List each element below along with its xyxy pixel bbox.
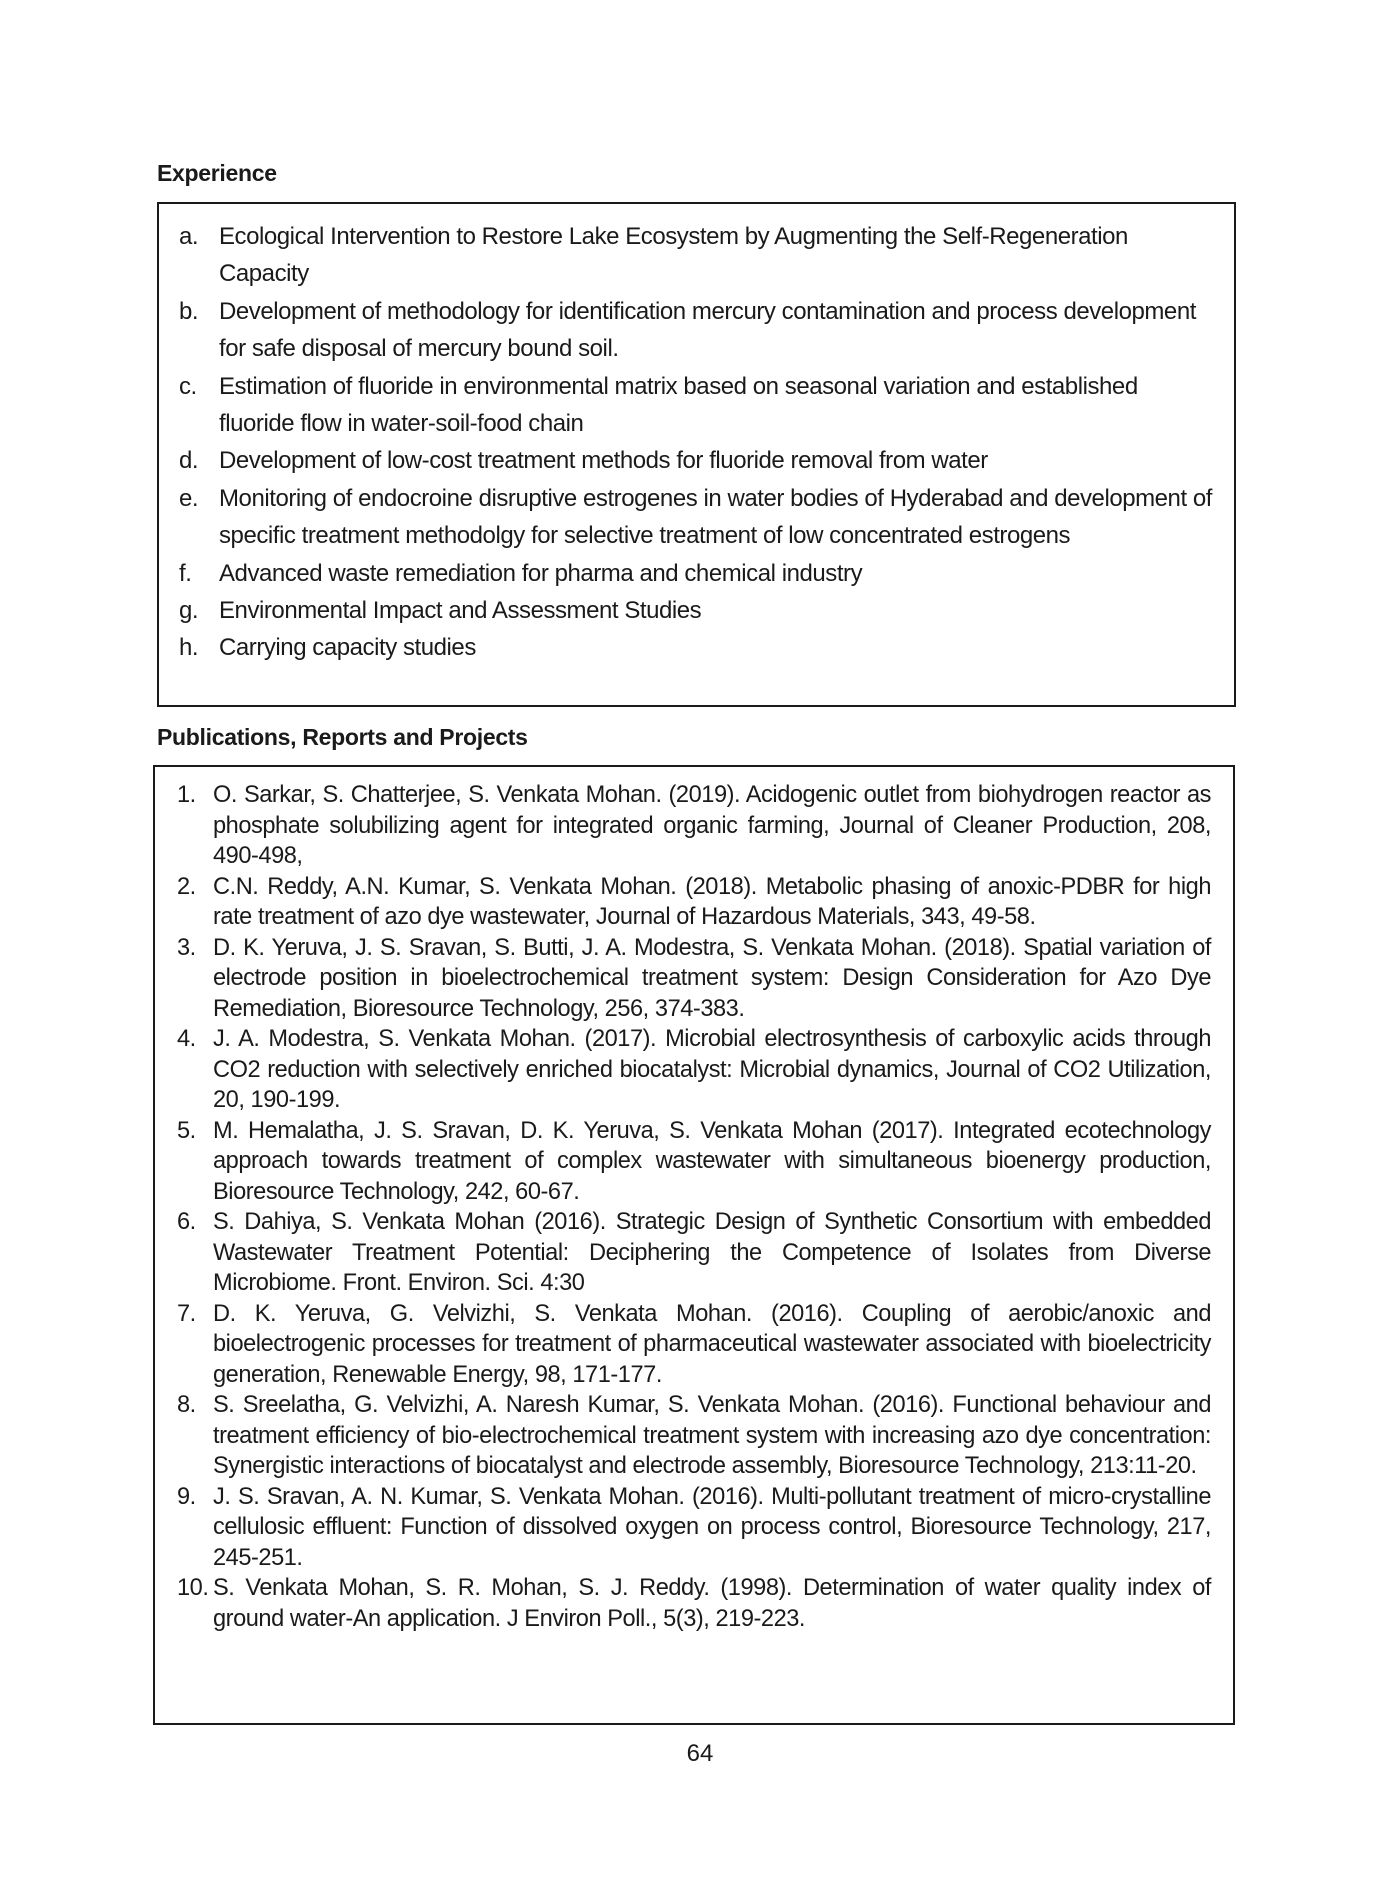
page-number: 64 bbox=[686, 1740, 714, 1767]
publication-item bbox=[177, 1573, 1211, 1634]
list-marker: h. bbox=[179, 634, 199, 662]
publication-citation: S. Sreelatha, G. Velvizhi, A. Naresh Kumar, S. Venkata Mohan. (2016). Functional behaviour and treatment efficiency of bio-electrochemical treatment system with increasing azo dye concentration: Synergistic interactions of biocatalyst and electrode assembly, Bioresource Technology, 213:11-20. bbox=[213, 1392, 1211, 1479]
experience-item-text: Development of low-cost treatment methods for fluoride removal from water bbox=[219, 447, 988, 475]
publication-item bbox=[177, 1482, 1211, 1574]
experience-item bbox=[179, 293, 1214, 368]
publication-citation: O. Sarkar, S. Chatterjee, S. Venkata Mohan. (2019). Acidogenic outlet from biohydrogen reactor as phosphate solubilizing agent for integrated organic farming, Journal of Cleaner Production, 208, 490-498, bbox=[213, 782, 1211, 869]
experience-item bbox=[179, 629, 1214, 666]
publication-item bbox=[177, 1390, 1211, 1482]
publication-citation: S. Dahiya, S. Venkata Mohan (2016). Strategic Design of Synthetic Consortium with embedded Wastewater Treatment Potential: Deciphering the Competence of Isolates from Diverse Microbiome. Front. Environ. Sci. 4:30 bbox=[213, 1209, 1211, 1296]
publications-heading: Publications, Reports and Projects bbox=[157, 724, 528, 750]
experience-heading: Experience bbox=[157, 160, 277, 186]
publications-box bbox=[153, 765, 1235, 1725]
list-marker: 3. bbox=[177, 934, 196, 961]
experience-item bbox=[179, 218, 1214, 293]
publication-citation: S. Venkata Mohan, S. R. Mohan, S. J. Reddy. (1998). Determination of water quality index of ground water-An application. J Environ Poll., 5(3), 219-223. bbox=[213, 1575, 1211, 1632]
experience-box bbox=[157, 202, 1236, 707]
list-marker: 1. bbox=[177, 782, 196, 808]
experience-item bbox=[179, 368, 1214, 443]
publications-list bbox=[177, 780, 1211, 1634]
publication-citation: J. A. Modestra, S. Venkata Mohan. (2017). Microbial electrosynthesis of carboxylic acids through CO2 reduction with selectively enriched biocatalyst: Microbial dynamics, Journal of CO2 Utilization, 20, 190-199. bbox=[213, 1026, 1211, 1113]
list-marker: c. bbox=[179, 372, 197, 400]
experience-item bbox=[179, 555, 1214, 592]
list-marker: 10. bbox=[177, 1575, 209, 1601]
experience-item bbox=[179, 442, 1214, 479]
publication-item bbox=[177, 1207, 1211, 1299]
experience-item bbox=[179, 592, 1214, 629]
list-marker: 8. bbox=[177, 1392, 196, 1418]
list-marker: f. bbox=[179, 559, 192, 587]
publication-citation: D. K. Yeruva, J. S. Sravan, S. Butti, J. A. Modestra, S. Venkata Mohan. (2018). Spatial variation of electrode position in bioelectrochemical treatment system: Design Consideration for Azo Dye Remediation, Bioresource Technology, 256, 374-383. bbox=[213, 934, 1211, 1022]
experience-item bbox=[179, 480, 1214, 555]
experience-item-text: Development of methodology for identification mercury contamination and process development for safe disposal of mercury bound soil. bbox=[219, 297, 1196, 363]
list-marker: 7. bbox=[177, 1300, 196, 1327]
publication-citation: M. Hemalatha, J. S. Sravan, D. K. Yeruva, S. Venkata Mohan (2017). Integrated ecotechnology approach towards treatment of complex wastewater with simultaneous bioenergy production, Bioresource Technology, 242, 60-67. bbox=[213, 1117, 1211, 1205]
publication-item bbox=[177, 872, 1211, 933]
list-marker: d. bbox=[179, 447, 199, 475]
experience-item-text: Monitoring of endocroine disruptive estrogenes in water bodies of Hyderabad and development of specific treatment methodolgy for selective treatment of low concentrated estrogens bbox=[219, 484, 1213, 550]
list-marker: 9. bbox=[177, 1483, 196, 1510]
list-marker: g. bbox=[179, 597, 199, 625]
publication-item bbox=[177, 1024, 1211, 1116]
publication-citation: J. S. Sravan, A. N. Kumar, S. Venkata Mohan. (2016). Multi-pollutant treatment of micro-crystalline cellulosic effluent: Function of dissolved oxygen on process control, Bioresource Technology, 217, 245-251. bbox=[213, 1483, 1211, 1571]
list-marker: 4. bbox=[177, 1026, 196, 1052]
publication-item bbox=[177, 1299, 1211, 1391]
experience-list bbox=[179, 218, 1214, 667]
experience-item-text: Estimation of fluoride in environmental matrix based on seasonal variation and established fluoride flow in water-soil-food chain bbox=[219, 372, 1138, 438]
list-marker: a. bbox=[179, 223, 199, 250]
experience-item-text: Carrying capacity studies bbox=[219, 634, 476, 662]
experience-item-text: Advanced waste remediation for pharma and chemical industry bbox=[219, 559, 863, 587]
publication-item bbox=[177, 933, 1211, 1025]
list-marker: 6. bbox=[177, 1209, 196, 1235]
publication-citation: D. K. Yeruva, G. Velvizhi, S. Venkata Mohan. (2016). Coupling of aerobic/anoxic and bioelectrogenic processes for treatment of pharmaceutical wastewater associated with bioelectricity generation, Renewable Energy, 98, 171-177. bbox=[213, 1300, 1211, 1388]
list-marker: b. bbox=[179, 297, 199, 325]
publication-citation: C.N. Reddy, A.N. Kumar, S. Venkata Mohan. (2018). Metabolic phasing of anoxic-PDBR for high rate treatment of azo dye wastewater, Journal of Hazardous Materials, 343, 49-58. bbox=[213, 873, 1211, 930]
publication-item bbox=[177, 1116, 1211, 1208]
experience-item-text: Environmental Impact and Assessment Studies bbox=[219, 597, 702, 625]
experience-item-text: Ecological Intervention to Restore Lake Ecosystem by Augmenting the Self-Regeneration Capacity bbox=[219, 223, 1128, 288]
publication-item bbox=[177, 780, 1211, 872]
list-marker: e. bbox=[179, 484, 199, 512]
list-marker: 2. bbox=[177, 873, 196, 900]
list-marker: 5. bbox=[177, 1117, 196, 1144]
